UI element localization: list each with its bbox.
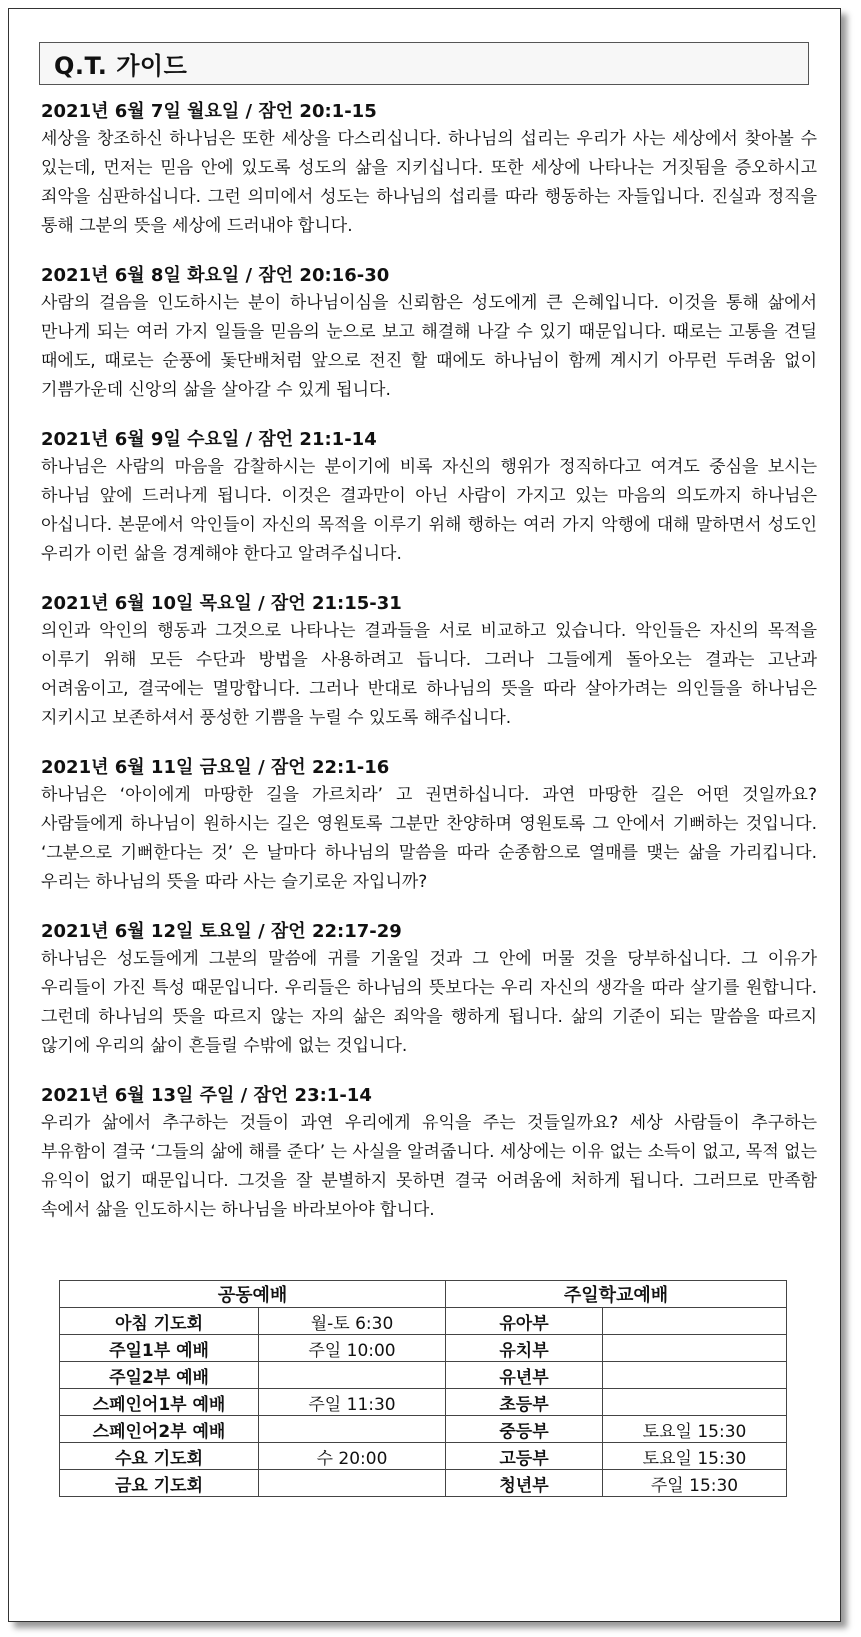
service-name-cell: 스페인어2부 예배 [60, 1416, 259, 1443]
service-time-cell: 월-토 6:30 [259, 1308, 446, 1335]
entry-title: 2021년 6월 12일 토요일 / 잠언 22:17-29 [41, 921, 402, 942]
department-time-cell: 주일 15:30 [603, 1470, 787, 1497]
service-time-cell: 주일 10:00 [259, 1335, 446, 1362]
service-name-cell: 아침 기도회 [60, 1308, 259, 1335]
department-time-cell: 토요일 15:30 [603, 1443, 787, 1470]
table-row [60, 1308, 787, 1335]
department-time-cell [603, 1335, 787, 1362]
department-time-cell [603, 1362, 787, 1389]
entry-title: 2021년 6월 13일 주일 / 잠언 23:1-14 [41, 1085, 372, 1106]
qt-entry [41, 919, 817, 1083]
entry-title: 2021년 6월 10일 목요일 / 잠언 21:15-31 [41, 593, 402, 614]
bulletin-page [8, 8, 841, 1622]
page-title: Q.T. 가이드 [39, 42, 809, 85]
entry-body: 의인과 악인의 행동과 그것으로 나타나는 결과들을 서로 비교하고 있습니다. 악인들은 자신의 목적을 이루기 위해 모든 수단과 방법을 사용하려고 듭니다. 그러나 그들에게 돌아오는 결과는 고난과 어려움이고, 결국에는 멸망합니다. 그러나 반대로 하나님의 뜻을 따라 살아가려는 의인들을 하나님은 지키시고 보존하셔서 풍성한 기쁨을 누릴 수 있도록 해주십니다. [41, 621, 817, 728]
qt-entry [41, 591, 817, 755]
qt-entries [41, 99, 817, 1247]
department-time-cell [603, 1389, 787, 1416]
entry-body: 우리가 삶에서 추구하는 것들이 과연 우리에게 유익을 주는 것들일까요? 세상 사람들이 추구하는 부유함이 결국 ‘그들의 삶에 해를 준다’ 는 사실을 알려줍니다. 세상에는 이유 없는 소득이 없고, 목적 없는 유익이 없기 때문입니다. 그것을 잘 분별하지 못하면 결국 어려움에 처하게 됩니다. 그러므로 만족함 속에서 삶을 인도하시는 하나님을 바라보아야 합니다. [41, 1113, 817, 1220]
table-row [60, 1362, 787, 1389]
entry-title: 2021년 6월 9일 수요일 / 잠언 21:1-14 [41, 429, 377, 450]
worship-schedule-table [59, 1280, 787, 1497]
table-header-cell: 공동예배 [60, 1281, 446, 1308]
qt-entry [41, 427, 817, 591]
table-row [60, 1335, 787, 1362]
qt-entry [41, 263, 817, 427]
entry-title: 2021년 6월 7일 월요일 / 잠언 20:1-15 [41, 101, 377, 122]
table-row [60, 1470, 787, 1497]
qt-entry [41, 99, 817, 263]
entry-body: 하나님은 성도들에게 그분의 말씀에 귀를 기울일 것과 그 안에 머물 것을 당부하십니다. 그 이유가 우리들이 가진 특성 때문입니다. 우리들은 하나님의 뜻보다는 우리 자신의 생각을 따라 살기를 원합니다. 그런데 하나님의 뜻을 따르지 않는 자의 삶은 죄악을 행하게 됩니다. 삶의 기준이 되는 말씀을 따르지 않기에 우리의 삶이 흔들릴 수밖에 없는 것입니다. [41, 949, 817, 1056]
entry-body: 하나님은 사람의 마음을 감찰하시는 분이기에 비록 자신의 행위가 정직하다고 여겨도 중심을 보시는 하나님 앞에 드러나게 됩니다. 이것은 결과만이 아닌 사람이 가지고 있는 마음의 의도까지 하나님은 아십니다. 본문에서 악인들이 자신의 목적을 이루기 위해 행하는 여러 가지 악행에 대해 말하면서 성도인 우리가 이런 삶을 경계해야 한다고 알려주십니다. [41, 457, 817, 564]
department-time-cell [603, 1308, 787, 1335]
service-name-cell: 주일2부 예배 [60, 1362, 259, 1389]
service-time-cell [259, 1470, 446, 1497]
service-time-cell [259, 1362, 446, 1389]
service-time-cell: 수 20:00 [259, 1443, 446, 1470]
table-row [60, 1389, 787, 1416]
qt-entry [41, 1083, 817, 1247]
service-time-cell [259, 1416, 446, 1443]
department-name-cell: 중등부 [446, 1416, 603, 1443]
entry-title: 2021년 6월 11일 금요일 / 잠언 22:1-16 [41, 757, 390, 778]
service-name-cell: 수요 기도회 [60, 1443, 259, 1470]
department-name-cell: 초등부 [446, 1389, 603, 1416]
qt-entry [41, 755, 817, 919]
department-name-cell: 청년부 [446, 1470, 603, 1497]
entry-body: 하나님은 ‘아이에게 마땅한 길을 가르치라’ 고 권면하십니다. 과연 마땅한 길은 어떤 것일까요? 사람들에게 하나님이 원하시는 길은 영원토록 그분만 찬양하며 영원토록 그 안에서 기뻐하는 것입니다. ‘그분으로 기뻐한다는 것’ 은 날마다 하나님의 말씀을 따라 순종함으로 열매를 맺는 삶을 가리킵니다. 우리는 하나님의 뜻을 따라 사는 슬기로운 자입니까? [41, 785, 817, 892]
table-row [60, 1443, 787, 1470]
department-name-cell: 유치부 [446, 1335, 603, 1362]
entry-body: 세상을 창조하신 하나님은 또한 세상을 다스리십니다. 하나님의 섭리는 우리가 사는 세상에서 찾아볼 수 있는데, 먼저는 믿음 안에 있도록 성도의 삶을 지키십니다. 또한 세상에 나타나는 거짓됨을 증오하시고 죄악을 심판하십니다. 그런 의미에서 성도는 하나님의 섭리를 따라 행동하는 자들입니다. 진실과 정직을 통해 그분의 뜻을 세상에 드러내야 합니다. [41, 129, 817, 236]
table-row [60, 1416, 787, 1443]
entry-title: 2021년 6월 8일 화요일 / 잠언 20:16-30 [41, 265, 390, 286]
service-name-cell: 금요 기도회 [60, 1470, 259, 1497]
department-name-cell: 유아부 [446, 1308, 603, 1335]
service-time-cell: 주일 11:30 [259, 1389, 446, 1416]
service-name-cell: 주일1부 예배 [60, 1335, 259, 1362]
department-name-cell: 유년부 [446, 1362, 603, 1389]
department-time-cell: 토요일 15:30 [603, 1416, 787, 1443]
table-header-cell: 주일학교예배 [446, 1281, 787, 1308]
entry-body: 사람의 걸음을 인도하시는 분이 하나님이심을 신뢰함은 성도에게 큰 은혜입니다. 이것을 통해 삶에서 만나게 되는 여러 가지 일들을 믿음의 눈으로 보고 해결해 나갈 수 있기 때문입니다. 때로는 고통을 견딜 때에도, 때로는 순풍에 돛단배처럼 앞으로 전진 할 때에도 하나님이 함께 계시기 아무런 두려움 없이 기쁨가운데 신앙의 삶을 살아갈 수 있게 됩니다. [41, 293, 817, 400]
table-header-row [60, 1281, 787, 1308]
service-name-cell: 스페인어1부 예배 [60, 1389, 259, 1416]
department-name-cell: 고등부 [446, 1443, 603, 1470]
